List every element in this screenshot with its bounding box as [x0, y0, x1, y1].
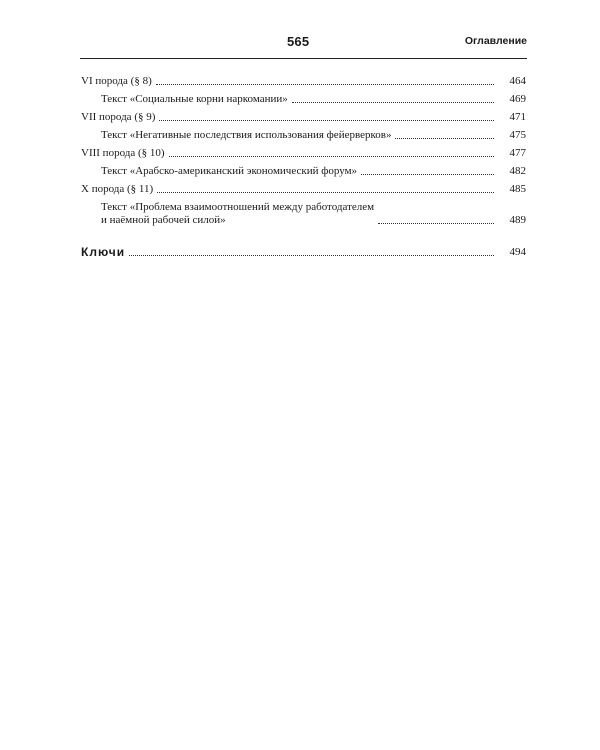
toc-subentry	[81, 196, 526, 227]
toc-subentry-title: Текст «Арабско-американский экономический форум»	[101, 165, 358, 177]
page-number: 565	[287, 34, 310, 49]
toc-entry-page: 471	[509, 111, 526, 123]
dot-leader	[395, 138, 494, 139]
dot-leader	[292, 102, 494, 103]
toc-subentry-title	[101, 201, 374, 227]
toc-subentry-page: 475	[509, 129, 526, 141]
toc-subentry-title: Текст «Негативные последствия использования фейерверков»	[101, 129, 392, 141]
toc-subentry-page: 482	[509, 165, 526, 177]
dot-leader	[157, 192, 494, 193]
dot-leader	[378, 223, 494, 224]
header-rule	[80, 58, 527, 59]
toc-entry-page: 477	[509, 147, 526, 159]
toc-entry-title: VIII порода (§ 10)	[81, 147, 165, 159]
toc-entry-page: 464	[509, 75, 526, 87]
toc-subentry-page: 489	[509, 214, 526, 226]
table-of-contents	[81, 70, 526, 259]
dot-leader	[169, 156, 494, 157]
toc-entry-title: VI порода (§ 8)	[81, 75, 152, 87]
toc-entry-title: VII порода (§ 9)	[81, 111, 156, 123]
toc-entry	[81, 178, 526, 196]
toc-entry-title: X порода (§ 11)	[81, 183, 154, 195]
toc-entry-title: Ключи	[81, 246, 126, 259]
toc-entry-page: 485	[509, 183, 526, 195]
section-title: Оглавление	[464, 35, 527, 47]
toc-subentry	[81, 124, 526, 142]
toc-entry	[81, 70, 526, 88]
dot-leader	[129, 255, 494, 256]
toc-subentry-title-line1: Текст «Проблема взаимоотношений между работодателем	[101, 201, 375, 213]
dot-leader	[159, 120, 494, 121]
toc-entry-keys	[81, 241, 526, 259]
dot-leader	[156, 84, 494, 85]
toc-subentry	[81, 160, 526, 178]
dot-leader	[361, 174, 494, 175]
toc-entry-page: 494	[509, 246, 526, 258]
toc-subentry-title-line2: и наёмной рабочей силой»	[101, 214, 226, 226]
running-header	[80, 34, 527, 54]
toc-subentry-title: Текст «Социальные корни наркомании»	[101, 93, 288, 105]
toc-subentry	[81, 88, 526, 106]
toc-entry	[81, 142, 526, 160]
toc-entry	[81, 106, 526, 124]
toc-subentry-page: 469	[509, 93, 526, 105]
